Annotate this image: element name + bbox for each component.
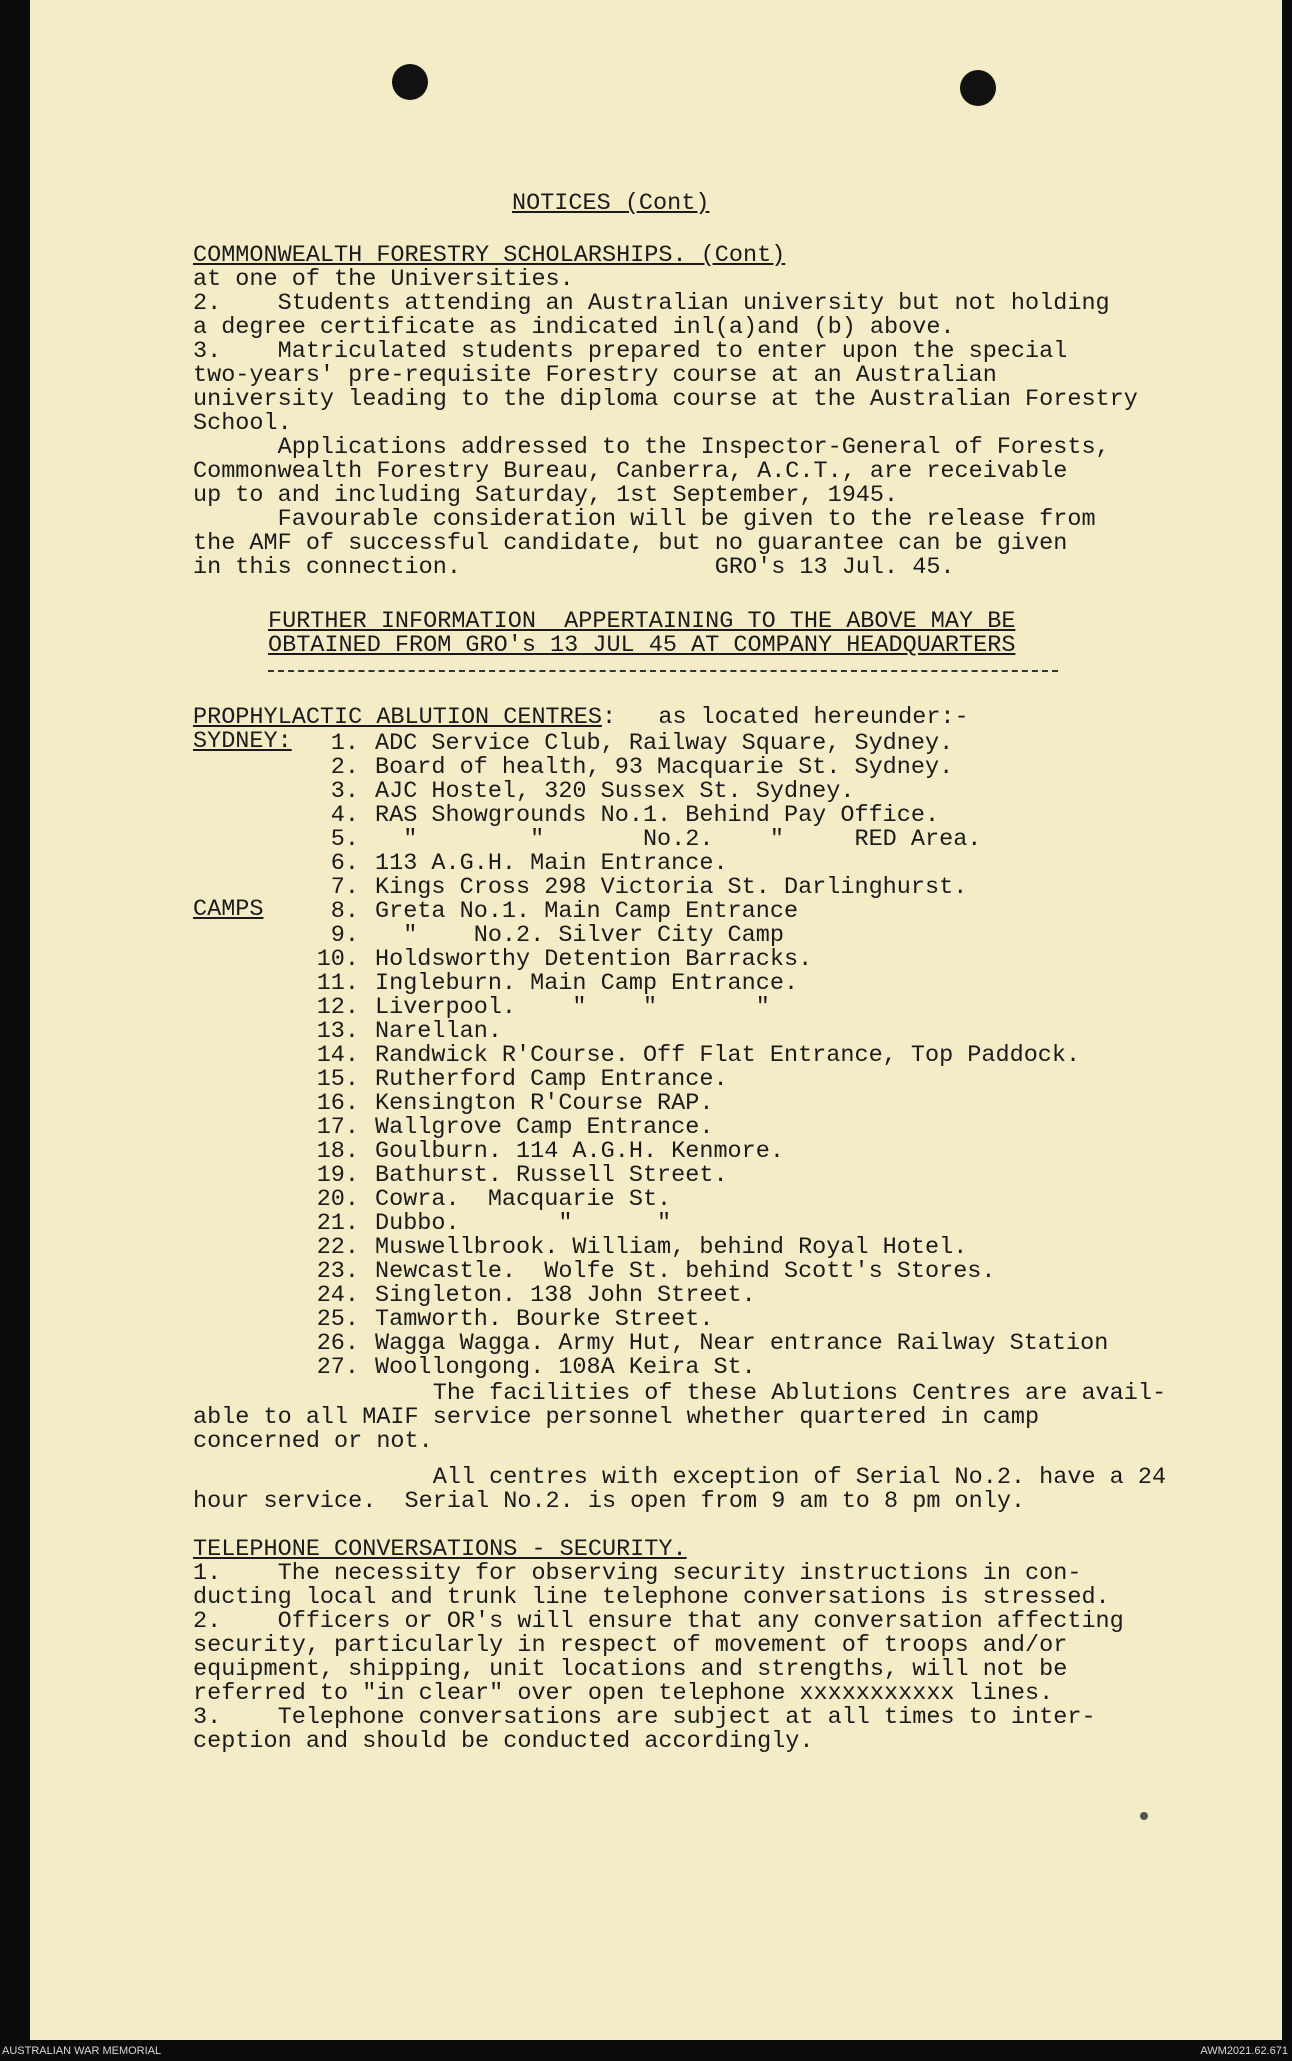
telephone-line: ducting local and trunk line telephone conversations is stressed.	[193, 1584, 1110, 1611]
ablution-note-line: able to all MAIF service personnel whether quartered in camp	[193, 1404, 1040, 1431]
ablution-item-number: 17.	[316, 1114, 359, 1141]
ablution-note-line: hour service. Serial No.2. is open from 9 am to 8 pm only.	[193, 1488, 1026, 1515]
ablution-item-text: Greta No.1. Main Camp Entrance	[375, 898, 799, 925]
ablution-heading-row	[193, 706, 969, 730]
ablution-item-text: Newcastle. Wolfe St. behind Scott's Stores.	[375, 1258, 996, 1285]
forestry-line: up to and including Saturday, 1st September, 1945.	[193, 482, 899, 509]
forestry-line: School.	[193, 410, 292, 437]
further-info-line-2: OBTAINED FROM GRO's 13 JUL 45 AT COMPANY HEADQUARTERS	[268, 632, 1016, 659]
ablution-item-number: 21.	[316, 1210, 359, 1237]
ablution-item-number: 1.	[330, 730, 359, 757]
ablution-item-text: " " No.2. " RED Area.	[375, 826, 982, 853]
ablution-item-number: 26.	[316, 1330, 359, 1357]
ablution-item-number: 7.	[330, 874, 359, 901]
ablution-item-text: Wallgrove Camp Entrance.	[375, 1114, 714, 1141]
dashed-divider	[268, 670, 1058, 672]
forestry-line: Favourable consideration will be given to the release from	[193, 506, 1096, 533]
ablution-item-text: Randwick R'Course. Off Flat Entrance, Top Paddock.	[375, 1042, 1081, 1069]
footer-right: AWM2021.62.671	[1200, 2045, 1288, 2057]
telephone-line: 1. The necessity for observing security instructions in con-	[193, 1560, 1082, 1587]
ablution-item-text: Rutherford Camp Entrance.	[375, 1066, 728, 1093]
ablution-item-text: AJC Hostel, 320 Sussex St. Sydney.	[375, 778, 855, 805]
ablution-item-text: Woollongong. 108A Keira St.	[375, 1354, 756, 1381]
ablution-item-number: 4.	[330, 802, 359, 829]
ablution-item-number: 9.	[330, 922, 359, 949]
telephone-line: referred to "in clear" over open telephone xxxxxxxxxxx lines.	[193, 1680, 1054, 1707]
ablution-item-text: Singleton. 138 John Street.	[375, 1282, 756, 1309]
footer-left: AUSTRALIAN WAR MEMORIAL	[2, 2045, 162, 2057]
paper-speck	[1140, 1812, 1148, 1820]
forestry-heading: COMMONWEALTH FORESTRY SCHOLARSHIPS. (Cont)	[193, 242, 786, 269]
ablution-item-number: 10.	[316, 946, 359, 973]
forestry-line: a degree certificate as indicated inl(a)and (b) above.	[193, 314, 955, 341]
forestry-line: university leading to the diploma course at the Australian Forestry	[193, 386, 1138, 413]
ablution-item-number: 14.	[316, 1042, 359, 1069]
punch-hole-left	[392, 64, 428, 100]
ablution-item-text: " No.2. Silver City Camp	[375, 922, 784, 949]
ablution-item-number: 19.	[316, 1162, 359, 1189]
ablution-item-number: 6.	[330, 850, 359, 877]
ablution-item-number: 12.	[316, 994, 359, 1021]
ablution-item-number: 24.	[316, 1282, 359, 1309]
ablution-item-number: 20.	[316, 1186, 359, 1213]
telephone-line: 2. Officers or OR's will ensure that any conversation affecting	[193, 1608, 1124, 1635]
ablution-note-line: concerned or not.	[193, 1428, 433, 1455]
ablution-item-text: Goulburn. 114 A.G.H. Kenmore.	[375, 1138, 784, 1165]
ablution-item-number: 13.	[316, 1018, 359, 1045]
ablution-item-text: Kensington R'Course RAP.	[375, 1090, 714, 1117]
ablution-item-number: 3.	[330, 778, 359, 805]
forestry-line: 3. Matriculated students prepared to enter upon the special	[193, 338, 1068, 365]
forestry-line: Applications addressed to the Inspector-General of Forests,	[193, 434, 1110, 461]
ablution-item-text: Dubbo. " "	[375, 1210, 672, 1237]
punch-hole-right	[960, 70, 996, 106]
telephone-line: equipment, shipping, unit locations and strengths, will not be	[193, 1656, 1068, 1683]
camps-label: CAMPS	[193, 896, 264, 923]
ablution-item-number: 22.	[316, 1234, 359, 1261]
further-info-line-1: FURTHER INFORMATION APPERTAINING TO THE ABOVE MAY BE	[268, 608, 1016, 635]
forestry-line: at one of the Universities.	[193, 266, 574, 293]
ablution-item-text: 113 A.G.H. Main Entrance.	[375, 850, 728, 877]
ablution-item-text: Wagga Wagga. Army Hut, Near entrance Railway Station	[375, 1330, 1109, 1357]
ablution-item-text: Holdsworthy Detention Barracks.	[375, 946, 813, 973]
forestry-line: in this connection. GRO's 13 Jul. 45.	[193, 554, 955, 581]
ablution-item-number: 25.	[316, 1306, 359, 1333]
ablution-item-text: Muswellbrook. William, behind Royal Hotel.	[375, 1234, 968, 1261]
telephone-line: ception and should be conducted accordingly.	[193, 1728, 814, 1755]
ablution-item-text: ADC Service Club, Railway Square, Sydney.	[375, 730, 954, 757]
forestry-line: 2. Students attending an Australian university but not holding	[193, 290, 1110, 317]
ablution-item-text: Kings Cross 298 Victoria St. Darlinghurst.	[375, 874, 968, 901]
ablution-item-number: 5.	[330, 826, 359, 853]
ablution-item-number: 2.	[330, 754, 359, 781]
ablution-item-text: Liverpool. " " "	[375, 994, 770, 1021]
ablution-heading-suffix: : as located hereunder:-	[601, 704, 969, 731]
ablution-item-text: Cowra. Macquarie St.	[375, 1186, 672, 1213]
telephone-line: 3. Telephone conversations are subject at all times to inter-	[193, 1704, 1096, 1731]
telephone-heading: TELEPHONE CONVERSATIONS - SECURITY.	[193, 1536, 687, 1563]
ablution-item-text: RAS Showgrounds No.1. Behind Pay Office.	[375, 802, 940, 829]
forestry-line: two-years' pre-requisite Forestry course at an Australian	[193, 362, 997, 389]
ablution-item-number: 16.	[316, 1090, 359, 1117]
telephone-line: security, particularly in respect of movement of troops and/or	[193, 1632, 1068, 1659]
forestry-line: the AMF of successful candidate, but no guarantee can be given	[193, 530, 1068, 557]
ablution-item-text: Ingleburn. Main Camp Entrance.	[375, 970, 799, 997]
ablution-note-line: All centres with exception of Serial No.2. have a 24	[193, 1464, 1167, 1491]
page-title: NOTICES (Cont)	[512, 190, 710, 217]
ablution-item-text: Tamworth. Bourke Street.	[375, 1306, 714, 1333]
forestry-line: Commonwealth Forestry Bureau, Canberra, A.C.T., are receivable	[193, 458, 1068, 485]
ablution-item-number: 11.	[316, 970, 359, 997]
ablution-note-line: The facilities of these Ablutions Centres are avail-	[193, 1380, 1167, 1407]
document-page	[30, 0, 1282, 2040]
ablution-item-number: 27.	[316, 1354, 359, 1381]
ablution-item-text: Board of health, 93 Macquarie St. Sydney.	[375, 754, 954, 781]
sydney-label: SYDNEY:	[193, 728, 292, 755]
ablution-item-number: 23.	[316, 1258, 359, 1285]
ablution-item-number: 18.	[316, 1138, 359, 1165]
ablution-item-number: 15.	[316, 1066, 359, 1093]
ablution-item-number: 8.	[330, 898, 359, 925]
ablution-item-text: Narellan.	[375, 1018, 502, 1045]
ablution-item-text: Bathurst. Russell Street.	[375, 1162, 728, 1189]
ablution-heading: PROPHYLACTIC ABLUTION CENTRES	[193, 704, 602, 731]
